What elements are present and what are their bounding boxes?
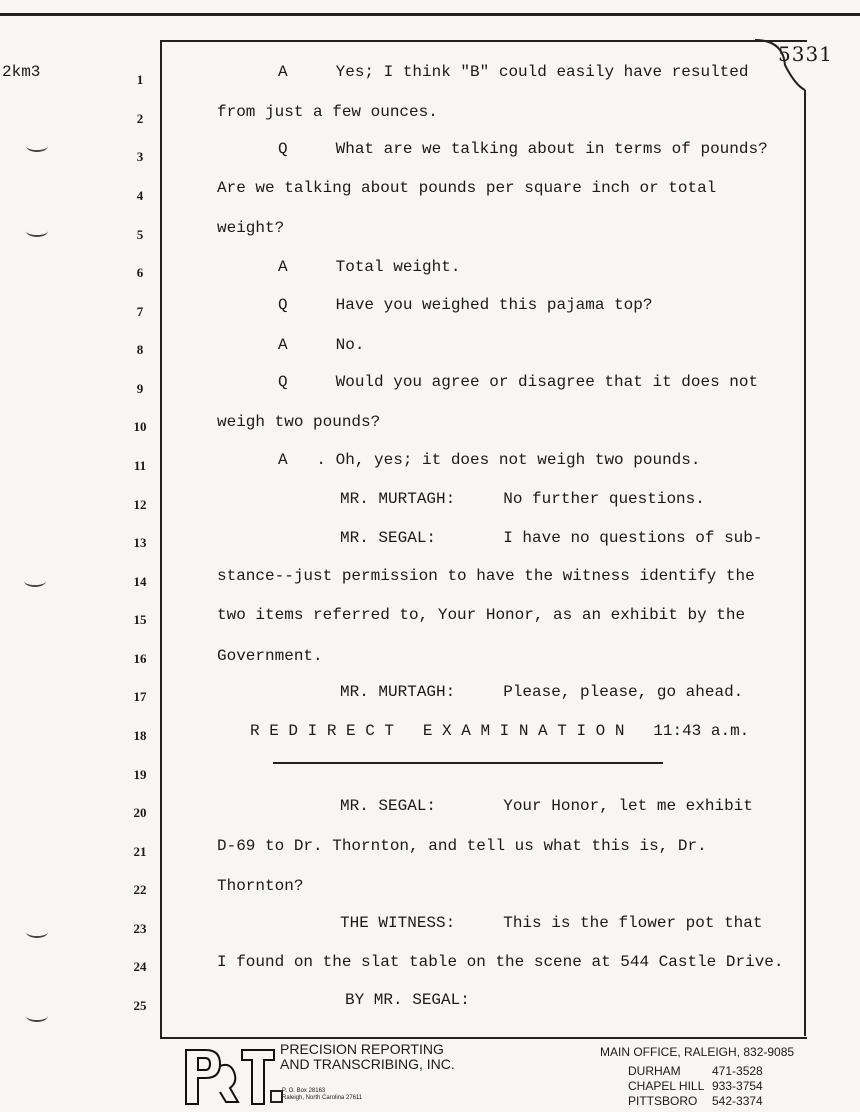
transcript-line: THE WITNESS: This is the flower pot that bbox=[340, 914, 763, 932]
line-number: 21 bbox=[133, 844, 147, 859]
line-number: 19 bbox=[133, 767, 147, 782]
transcript-line: stance--just permission to have the witness identify the bbox=[217, 567, 755, 585]
line-number: 10 bbox=[133, 419, 147, 434]
city-line: Raleigh, North Carolina 27611 bbox=[282, 1095, 363, 1101]
line-number: 18 bbox=[133, 728, 147, 743]
footer bbox=[170, 1040, 850, 1110]
line-number: 4 bbox=[136, 188, 144, 203]
branch-phone: 933-3754 bbox=[712, 1079, 763, 1093]
transcript-line: A . Oh, yes; it does not weigh two pounds. bbox=[278, 451, 701, 469]
company-address bbox=[282, 1088, 362, 1102]
transcript-line: MR. MURTAGH: No further questions. bbox=[340, 490, 705, 508]
line-number: 7 bbox=[136, 304, 144, 319]
transcript-line: MR. SEGAL: I have no questions of sub- bbox=[340, 529, 763, 547]
transcript-line: from just a few ounces. bbox=[217, 103, 438, 121]
line-number: 15 bbox=[133, 612, 147, 627]
line-number: 3 bbox=[136, 149, 144, 164]
transcript-line: Are we talking about pounds per square inch or total bbox=[217, 179, 717, 197]
margin-mark bbox=[26, 140, 48, 152]
frame-right-border bbox=[804, 90, 806, 1036]
top-rule bbox=[0, 13, 860, 16]
line-number: 23 bbox=[133, 921, 147, 936]
company-line-1: PRECISION REPORTING bbox=[280, 1041, 444, 1057]
transcript-line: two items referred to, Your Honor, as an exhibit by the bbox=[217, 606, 746, 624]
line-number: 1 bbox=[136, 72, 144, 87]
pt-logo bbox=[182, 1046, 277, 1108]
po-box: P. O. Box 28163 bbox=[282, 1088, 326, 1094]
transcript-line: I found on the slat table on the scene at 544 Castle Drive. bbox=[217, 953, 784, 971]
line-number: 16 bbox=[133, 651, 147, 666]
transcript-line: A Total weight. bbox=[278, 258, 461, 276]
line-number: 24 bbox=[133, 959, 147, 974]
transcript-line: Q Have you weighed this pajama top? bbox=[278, 296, 653, 314]
line-number: 13 bbox=[133, 535, 147, 550]
branch-phone: 471-3528 bbox=[712, 1064, 763, 1078]
transcript-line: A No. bbox=[278, 336, 365, 354]
branch-phone: 542-3374 bbox=[712, 1094, 763, 1108]
line-number: 9 bbox=[136, 381, 144, 396]
line-number: 20 bbox=[133, 805, 147, 820]
line-number: 2 bbox=[136, 111, 144, 126]
company-name bbox=[280, 1042, 455, 1072]
transcript-line: MR. MURTAGH: Please, please, go ahead. bbox=[340, 683, 744, 701]
line-number: 5 bbox=[136, 227, 144, 242]
line-number: 22 bbox=[133, 882, 147, 897]
section-rule bbox=[273, 762, 663, 764]
branch-city: CHAPEL HILL bbox=[628, 1079, 705, 1093]
line-number: 8 bbox=[136, 342, 144, 357]
transcript-line: MR. SEGAL: Your Honor, let me exhibit bbox=[340, 797, 753, 815]
margin-mark bbox=[24, 575, 46, 587]
line-number: 11 bbox=[133, 458, 147, 473]
margin-mark bbox=[26, 1010, 48, 1022]
transcript-line: Q Would you agree or disagree that it does not bbox=[278, 373, 759, 391]
margin-mark bbox=[26, 225, 48, 237]
redirect-examination-heading: R E D I R E C T E X A M I N A T I O N 11:43 a.m. bbox=[250, 722, 750, 740]
transcript-line: A Yes; I think "B" could easily have resulted bbox=[278, 63, 749, 81]
transcript-line: weight? bbox=[217, 219, 285, 237]
company-line-2: AND TRANSCRIBING, INC. bbox=[280, 1056, 455, 1072]
line-number: 14 bbox=[133, 574, 147, 589]
transcript-line: weigh two pounds? bbox=[217, 413, 381, 431]
margin-mark bbox=[26, 926, 48, 938]
line-number: 25 bbox=[133, 998, 147, 1013]
transcript-line: Thornton? bbox=[217, 877, 304, 895]
page-number: 5331 bbox=[778, 42, 833, 66]
branch-city: PITTSBORO bbox=[628, 1094, 698, 1108]
main-office: MAIN OFFICE, RALEIGH, 832-9085 bbox=[600, 1045, 795, 1059]
line-number: 12 bbox=[133, 497, 147, 512]
transcript-line: D-69 to Dr. Thornton, and tell us what this is, Dr. bbox=[217, 837, 707, 855]
branch-city: DURHAM bbox=[628, 1064, 681, 1078]
transcript-line: Q What are we talking about in terms of pounds? bbox=[278, 140, 768, 158]
transcript-line: Government. bbox=[217, 647, 323, 665]
line-number: 17 bbox=[133, 689, 147, 704]
transcript-line: BY MR. SEGAL: bbox=[345, 991, 470, 1009]
line-number: 6 bbox=[136, 265, 144, 280]
margin-code: 2km3 bbox=[2, 63, 41, 81]
